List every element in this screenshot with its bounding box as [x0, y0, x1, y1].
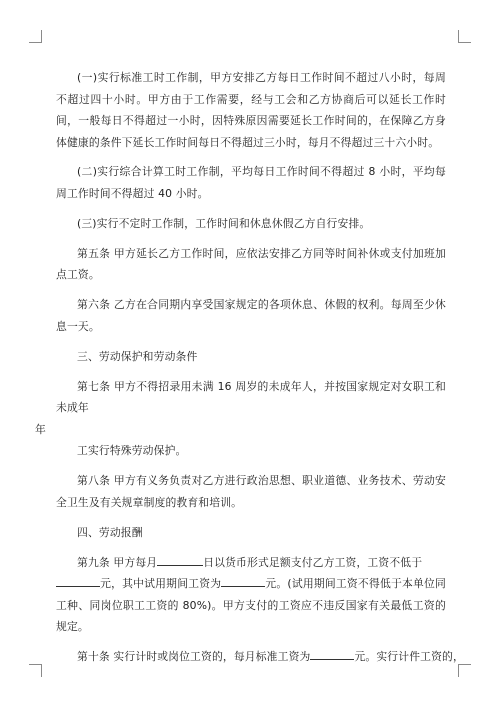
article-7-line2: 年: [35, 422, 46, 436]
article-10-part1: 第十条 实行计时或岗位工资的，每月标准工资为: [77, 650, 311, 663]
section-heading-3: 三、劳动保护和劳动条件: [77, 349, 198, 363]
crop-mark-bottom-left: [29, 664, 42, 677]
section-heading-4: 四、劳动报酬: [77, 525, 143, 539]
article-9-part1: 第九条 甲方每月: [77, 555, 158, 569]
article-6: 第六条 乙方在合同期内享受国家规定的各项休息、休假的权利。每周至少休息一天。: [56, 298, 446, 333]
standard-salary-blank: [310, 647, 354, 660]
clause-standard-hours: (一)实行标准工时工作制，甲方安排乙方每日工作时间不超过八小时，每周不超过四十小时。甲方由于工作需要，经与工会和乙方协商后可以延长工作时间，一般每日不得超过一小时，因特殊原因需要延长工作时间的，在保障乙方身体健康的条件下延长工作时间每日不得超过三小时，每月不得超过三十六小时。: [56, 71, 446, 149]
article-5: 第五条 甲方延长乙方工作时间，应依法安排乙方同等时间补休或支付加班加点工资。: [56, 246, 446, 281]
clause-comprehensive-hours: (二)实行综合计算工时工作制，平均每日工作时间不得超过 8 小时，平均每周工作时间不得超过 40 小时。: [56, 165, 446, 200]
probation-salary-blank: [221, 574, 265, 587]
article-9: [56, 552, 446, 638]
article-8: 第八条 甲方有义务负责对乙方进行政治思想、职业道德、业务技术、劳动安全卫生及有关规章制度的教育和培训。: [56, 474, 446, 509]
article-10: [56, 646, 464, 668]
pay-day-blank: [157, 553, 203, 566]
article-7-continuation: 工实行特殊劳动保护。: [77, 444, 187, 457]
document-body: [35, 67, 464, 676]
article-7-line1: 第七条 甲方不得招录用未满 16 周岁的未成年人，并按国家规定对女职工和未成年: [56, 379, 446, 414]
salary-min-blank: [56, 574, 100, 587]
article-9-part4: 元。(试用期间工资不得低于本单位同工种、同岗位职工工资的 80%)。甲方支付的工资应不违反国家有关最低工资的规定。: [56, 577, 447, 633]
crop-mark-top-right: [458, 30, 471, 43]
article-10-part2: 元。实行计件工资的，: [354, 650, 464, 663]
article-7: [35, 376, 446, 441]
article-9-part3: 元，其中试用期间工资为: [100, 577, 222, 590]
article-9-part2: 日以货币形式足额支付乙方工资，工资不低于: [203, 555, 423, 569]
clause-flexible-hours: (三)实行不定时工作制，工作时间和休息休假乙方自行安排。: [77, 216, 371, 230]
crop-mark-top-left: [29, 30, 42, 43]
